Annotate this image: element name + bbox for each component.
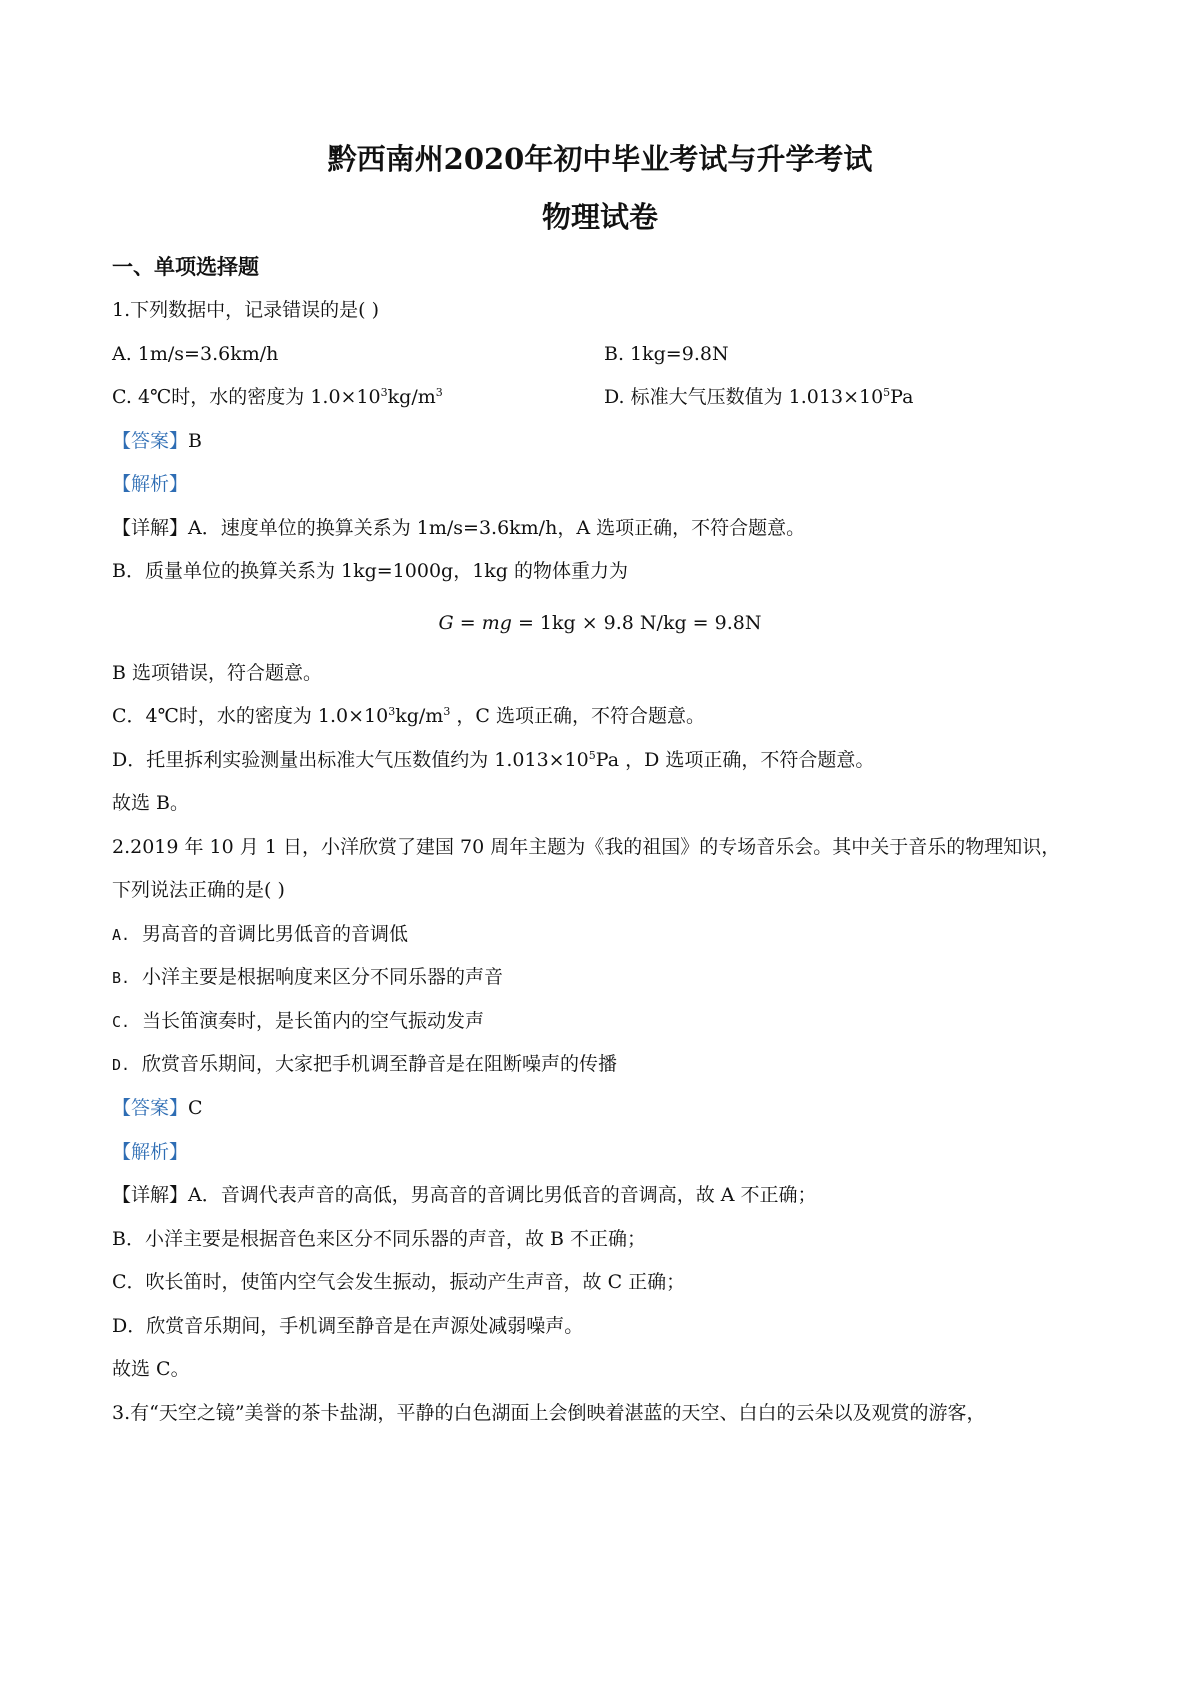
q1-detail-c [112,702,705,730]
q1-detail-a: 【详解】A．速度单位的换算关系为 1m/s=3.6km/h，A 选项正确，不符合题意。 [112,517,806,539]
q1-formula [0,609,1200,637]
answer-tag: 【答案】 [112,430,189,452]
section-heading: 一、单项选择题 [112,254,259,279]
q1-option-d-text: D. 标准大气压数值为 1.013×10 [604,386,884,408]
q2-stem-line1: 2.2019 年 10 月 1 日，小洋欣赏了建国 70 周年主题为《我的祖国》的专场音乐会。其中关于音乐的物理知识， [112,836,1061,858]
detail-text: C．4℃时，水的密度为 1.0×10 [112,705,389,727]
exam-subject-title: 物理试卷 [541,200,658,234]
option-letter: B. [112,969,131,987]
q1-detail-b: B．质量单位的换算关系为 1kg=1000g，1kg 的物体重力为 [112,560,629,582]
q1-option-c-text: C. 4℃时，水的密度为 1.0×10 [112,386,381,408]
q3-stem-line1: 3.有“天空之镜”美誉的茶卡盐湖，平静的白色湖面上会倒映着湛蓝的天空、白白的云朵以及观赏的游客， [112,1402,986,1424]
q2-detail-a: 【详解】A．音调代表声音的高低，男高音的音调比男低音的音调高，故 A 不正确； [112,1184,817,1206]
q2-analysis-tag: 【解析】 [112,1141,189,1163]
unit-text: Pa [890,386,914,408]
option-letter: C. [112,1013,131,1031]
exponent: 5 [883,386,891,399]
exponent: 3 [443,705,451,718]
answer-value: B [188,430,202,452]
formula-mg: mg [481,612,512,634]
option-letter: A. [112,926,131,944]
q1-analysis-tag: 【解析】 [112,473,189,495]
formula-rest: = 1kg × 9.8 N/kg = 9.8N [511,612,762,634]
q1-detail-d [112,746,874,774]
q2-option-b [112,963,503,992]
q2-detail-b: B．小洋主要是根据音色来区分不同乐器的声音，故 B 不正确； [112,1228,647,1250]
q2-option-a [112,920,408,949]
exponent: 3 [380,386,388,399]
exponent: 5 [588,749,596,762]
formula-g: G [438,612,454,634]
option-text: 小洋主要是根据响度来区分不同乐器的声音 [142,966,504,988]
answer-value: C [188,1097,203,1119]
q1-stem: 1.下列数据中，记录错误的是( ) [112,299,379,321]
q1-option-a: A. 1m/s=3.6km/h [112,343,279,365]
detail-text: Pa ，D 选项正确，不符合题意。 [595,749,875,771]
option-text: 欣赏音乐期间，大家把手机调至静音是在阻断噪声的传播 [142,1053,618,1075]
q2-stem-line2: 下列说法正确的是( ) [112,879,285,901]
exponent: 3 [388,705,396,718]
q2-detail-c: C．吹长笛时，使笛内空气会发生振动，振动产生声音，故 C 正确； [112,1271,686,1293]
option-text: 当长笛演奏时，是长笛内的空气振动发声 [142,1010,485,1032]
detail-text: ，C 选项正确，不符合题意。 [450,705,705,727]
q2-detail-d: D．欣赏音乐期间，手机调至静音是在声源处减弱噪声。 [112,1315,584,1337]
q2-conclusion: 故选 C。 [112,1358,190,1380]
q2-answer [112,1094,203,1122]
q2-option-d [112,1050,617,1079]
exponent: 3 [435,386,443,399]
q1-option-b: B. 1kg=9.8N [604,343,729,365]
detail-text: D．托里拆利实验测量出标准大气压数值约为 1.013×10 [112,749,589,771]
q1-conclusion: 故选 B。 [112,792,190,814]
exam-title: 黔西南州2020年初中毕业考试与升学考试 [327,142,873,176]
answer-tag: 【答案】 [112,1097,189,1119]
unit-text: kg/m [387,386,436,408]
q1-option-c [112,383,443,411]
unit-text: kg/m [395,705,444,727]
q1-answer [112,427,202,455]
option-text: 男高音的音调比男低音的音调低 [142,923,409,945]
q2-option-c [112,1007,484,1036]
option-letter: D. [112,1056,131,1074]
q1-option-d [604,383,913,411]
q1-detail-b2: B 选项错误，符合题意。 [112,662,323,684]
formula-eq: = [453,612,482,634]
